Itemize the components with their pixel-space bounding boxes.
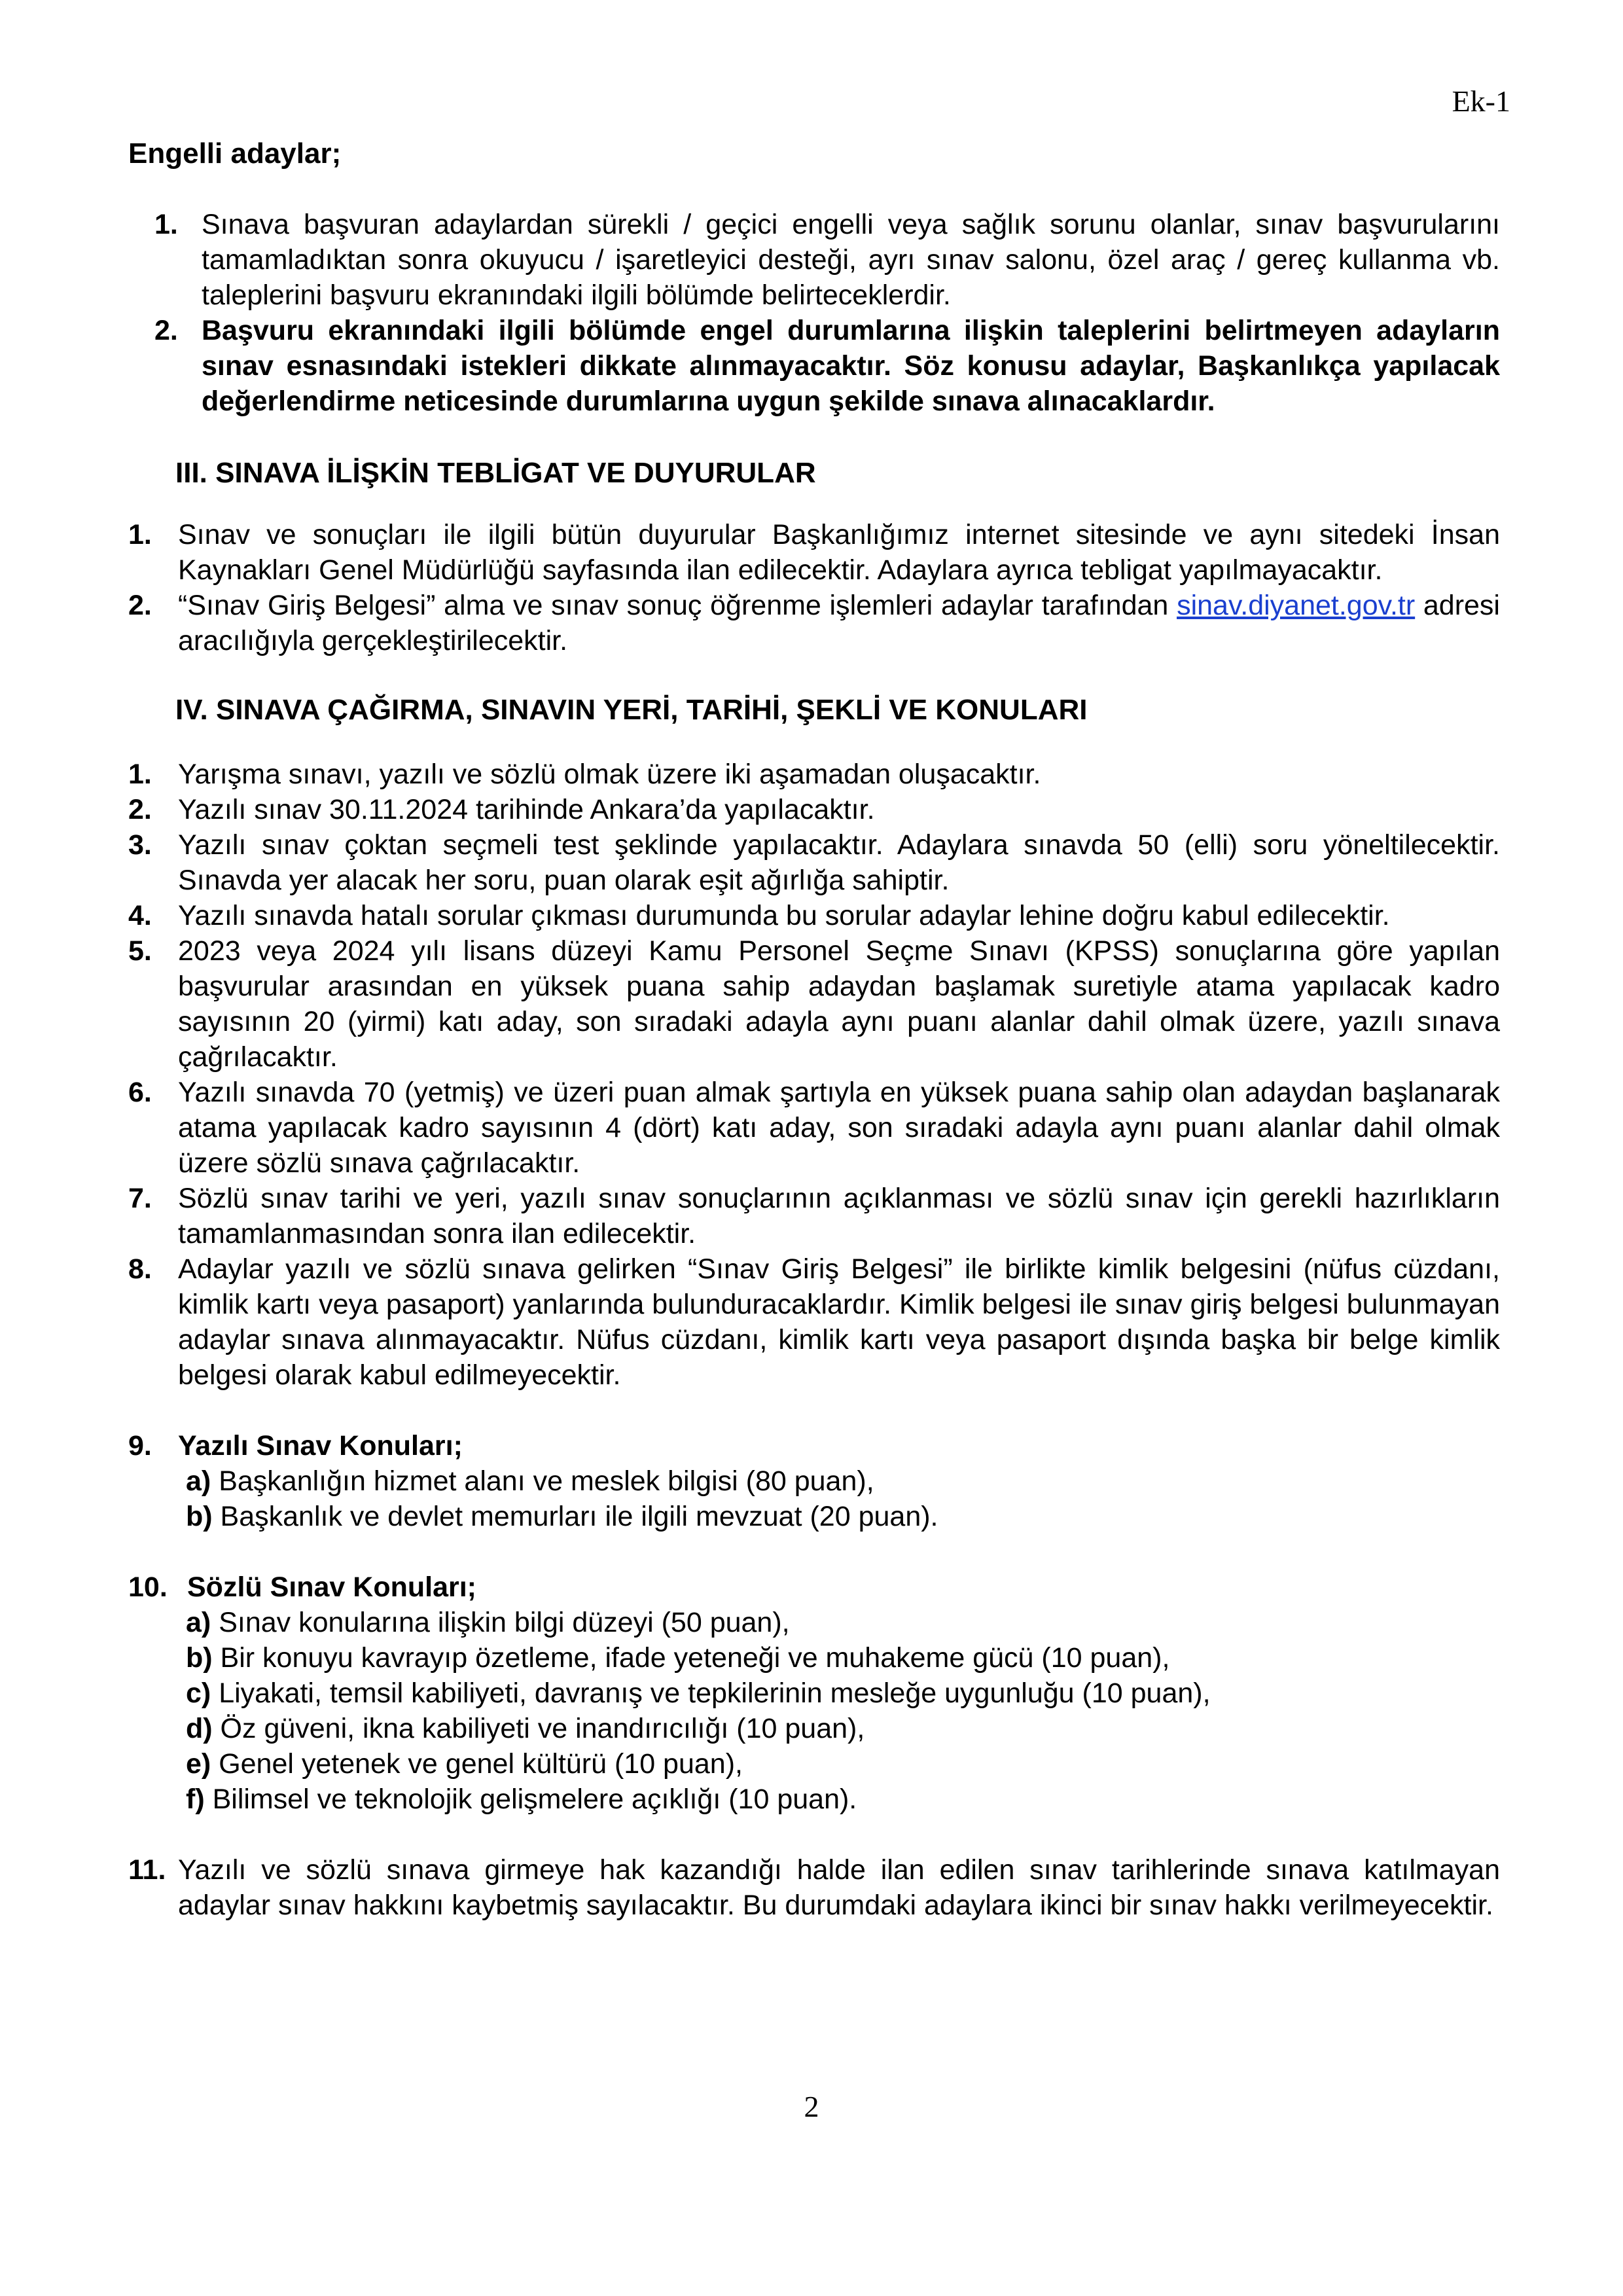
item-number: 3. — [128, 829, 152, 861]
topic-label: b) — [186, 1642, 213, 1674]
topic-text: Bilimsel ve teknolojik gelişmelere açıklığı (10 puan). — [212, 1784, 857, 1815]
item-text: Sınav ve sonuçları ile ilgili bütün duyurular Başkanlığımız internet sitesinde ve aynı sitedeki İnsan Kaynakları Genel Müdürlüğü sayfasında ilan edilecektir. Adaylara ayrıca tebligat yapılmayacaktır. — [178, 519, 1500, 586]
written-topics-block — [128, 1428, 1500, 1534]
item-number: 1. — [154, 209, 178, 240]
topic-label: e) — [186, 1748, 211, 1780]
exam-site-link[interactable]: sinav.diyanet.gov.tr — [1177, 590, 1416, 621]
item-number: 1. — [128, 759, 152, 790]
topic-text: Genel yetenek ve genel kültürü (10 puan), — [219, 1748, 743, 1780]
oral-topics-heading: Sözlü Sınav Konuları; — [187, 1571, 476, 1603]
item-text: Adaylar yazılı ve sözlü sınava gelirken “Sınav Giriş Belgesi” ile birlikte kimlik belgesini (nüfus cüzdanı, kimlik kartı veya pasaport) yanlarında bulunduracaklardır. Kimlik belgesi ile sınav giriş belgesi bulunmayan adaylar sınava alınmayacaktır. Nüfus cüzdanı, kimlik kartı veya pasaport dışında başka bir belge kimlik belgesi olarak kabul edilmeyecektir. — [178, 1253, 1500, 1391]
topic-text: Liyakati, temsil kabiliyeti, davranış ve tepkilerinin mesleğe uygunluğu (10 puan), — [219, 1677, 1211, 1709]
disabled-candidates-heading: Engelli adaylar; — [128, 137, 342, 170]
oral-topic-c — [178, 1676, 1500, 1711]
item-text: “Sınav Giriş Belgesi” alma ve sınav sonuç öğrenme işlemleri adaylar tarafından — [178, 590, 1177, 621]
topic-text: Sınav konularına ilişkin bilgi düzeyi (50 puan), — [219, 1607, 790, 1638]
topic-label: f) — [186, 1784, 205, 1815]
item-text: Yarışma sınavı, yazılı ve sözlü olmak üzere iki aşamadan oluşacaktır. — [178, 759, 1041, 790]
section-3-heading: III. SINAVA İLİŞKİN TEBLİGAT VE DUYURULAR — [175, 457, 816, 489]
section-4-heading: IV. SINAVA ÇAĞIRMA, SINAVIN YERİ, TARİHİ, ŞEKLİ VE KONULARI — [175, 694, 1088, 726]
list-item — [128, 933, 1500, 1075]
item-text: Sözlü sınav tarihi ve yeri, yazılı sınav sonuçlarının açıklanması ve sözlü sınav için gerekli hazırlıkların tamamlanmasından sonra ilan edilecektir. — [178, 1183, 1500, 1249]
item-number: 2. — [154, 315, 178, 346]
list-item — [128, 827, 1500, 898]
written-topic-a — [178, 1463, 1500, 1499]
item-text: Sınava başvuran adaylardan sürekli / geçici engelli veya sağlık sorunu olanlar, sınav başvurularını tamamladıktan sonra okuyucu / işaretleyici desteği, ayrı sınav salonu, özel araç / gereç kullanma vb. taleplerini başvuru ekranındaki ilgili bölümde belirteceklerdir. — [202, 209, 1500, 311]
item-number: 1. — [128, 519, 152, 550]
item-number: 7. — [128, 1183, 152, 1214]
item-number: 10. — [128, 1571, 168, 1603]
oral-topic-b — [178, 1640, 1500, 1676]
list-item — [128, 1251, 1500, 1393]
item-number: 8. — [128, 1253, 152, 1285]
item-text: Yazılı sınavda 70 (yetmiş) ve üzeri puan almak şartıyla en yüksek puana sahip olan adaydan başlanarak atama yapılacak kadro sayısının 4 (dört) katı aday, son sıradaki adayla aynı puanı alanlar dahil olmak üzere sözlü sınava çağrılacaktır. — [178, 1077, 1500, 1179]
item-number: 4. — [128, 900, 152, 931]
item-number: 6. — [128, 1077, 152, 1108]
list-item — [128, 517, 1500, 588]
list-item — [128, 898, 1500, 933]
oral-topic-d — [178, 1711, 1500, 1746]
item-text-cont: adresi aracılığıyla gerçekleştirilecektir. — [178, 590, 1500, 656]
section-3-list — [128, 517, 1500, 658]
topic-label: a) — [186, 1607, 211, 1638]
item-text: Yazılı sınavda hatalı sorular çıkması durumunda bu sorular adaylar lehine doğru kabul edilecektir. — [178, 900, 1390, 931]
topic-text: Bir konuyu kavrayıp özetleme, ifade yeteneği ve muhakeme gücü (10 puan), — [220, 1642, 1170, 1674]
item-text: Başvuru ekranındaki ilgili bölümde engel durumlarına ilişkin taleplerini belirtmeyen adayların sınav esnasındaki istekleri dikkate alınmayacaktır. Söz konusu adaylar, Başkanlıkça yapılacak değerlendirme neticesinde durumlarına uygun şekilde sınava alınacaklardır. — [202, 315, 1500, 417]
item-number: 2. — [128, 590, 152, 621]
written-topics-heading: Yazılı Sınav Konuları; — [178, 1430, 463, 1462]
topic-text: Başkanlık ve devlet memurları ile ilgili mevzuat (20 puan). — [220, 1501, 938, 1532]
oral-topic-a — [178, 1605, 1500, 1640]
topic-label: c) — [186, 1677, 211, 1709]
item-text: Yazılı ve sözlü sınava girmeye hak kazandığı halde ilan edilen sınav tarihlerinde sınava katılmayan adaylar sınav hakkını kaybetmiş sayılacaktır. Bu durumdaki adaylara ikinci bir sınav hakkı verilmeyecektir. — [178, 1854, 1500, 1921]
topic-label: b) — [186, 1501, 213, 1532]
topic-text: Başkanlığın hizmet alanı ve meslek bilgisi (80 puan), — [219, 1465, 874, 1497]
annex-label: Ek-1 — [1452, 84, 1510, 118]
list-item — [128, 792, 1500, 827]
list-item — [128, 1181, 1500, 1251]
page-content — [128, 136, 1500, 1923]
list-item — [128, 1852, 1500, 1923]
topic-label: d) — [186, 1713, 213, 1744]
oral-topics-block — [128, 1570, 1500, 1817]
list-item — [154, 313, 1500, 419]
oral-topic-f — [178, 1782, 1500, 1817]
item-number: 2. — [128, 794, 152, 825]
topic-label: a) — [186, 1465, 211, 1497]
list-item — [128, 1075, 1500, 1181]
list-item — [128, 588, 1500, 658]
list-item — [128, 757, 1500, 792]
item-text: Yazılı sınav çoktan seçmeli test şeklinde yapılacaktır. Adaylara sınavda 50 (elli) soru yöneltilecektir. Sınavda yer alacak her soru, puan olarak eşit ağırlığa sahiptir. — [178, 829, 1500, 896]
item-text: 2023 veya 2024 yılı lisans düzeyi Kamu Personel Seçme Sınavı (KPSS) sonuçlarına göre yapılan başvurular arasından en yüksek puana sahip adaydan başlamak suretiyle atama yapılacak kadro sayısının 20 (yirmi) katı aday, son sıradaki adayla aynı puanı alanlar dahil olmak üzere, yazılı sınava çağrılacaktır. — [178, 935, 1500, 1073]
topic-text: Öz güveni, ikna kabiliyeti ve inandırıcılığı (10 puan), — [220, 1713, 865, 1744]
page-number: 2 — [804, 2090, 819, 2123]
written-topic-b — [178, 1499, 1500, 1534]
list-item — [154, 207, 1500, 313]
item-number: 5. — [128, 935, 152, 967]
item-number: 11. — [128, 1854, 166, 1886]
oral-topic-e — [178, 1746, 1500, 1782]
disabled-candidates-list — [128, 207, 1500, 419]
section-4-list — [128, 757, 1500, 1923]
item-number: 9. — [128, 1430, 152, 1462]
item-text: Yazılı sınav 30.11.2024 tarihinde Ankara’da yapılacaktır. — [178, 794, 875, 825]
